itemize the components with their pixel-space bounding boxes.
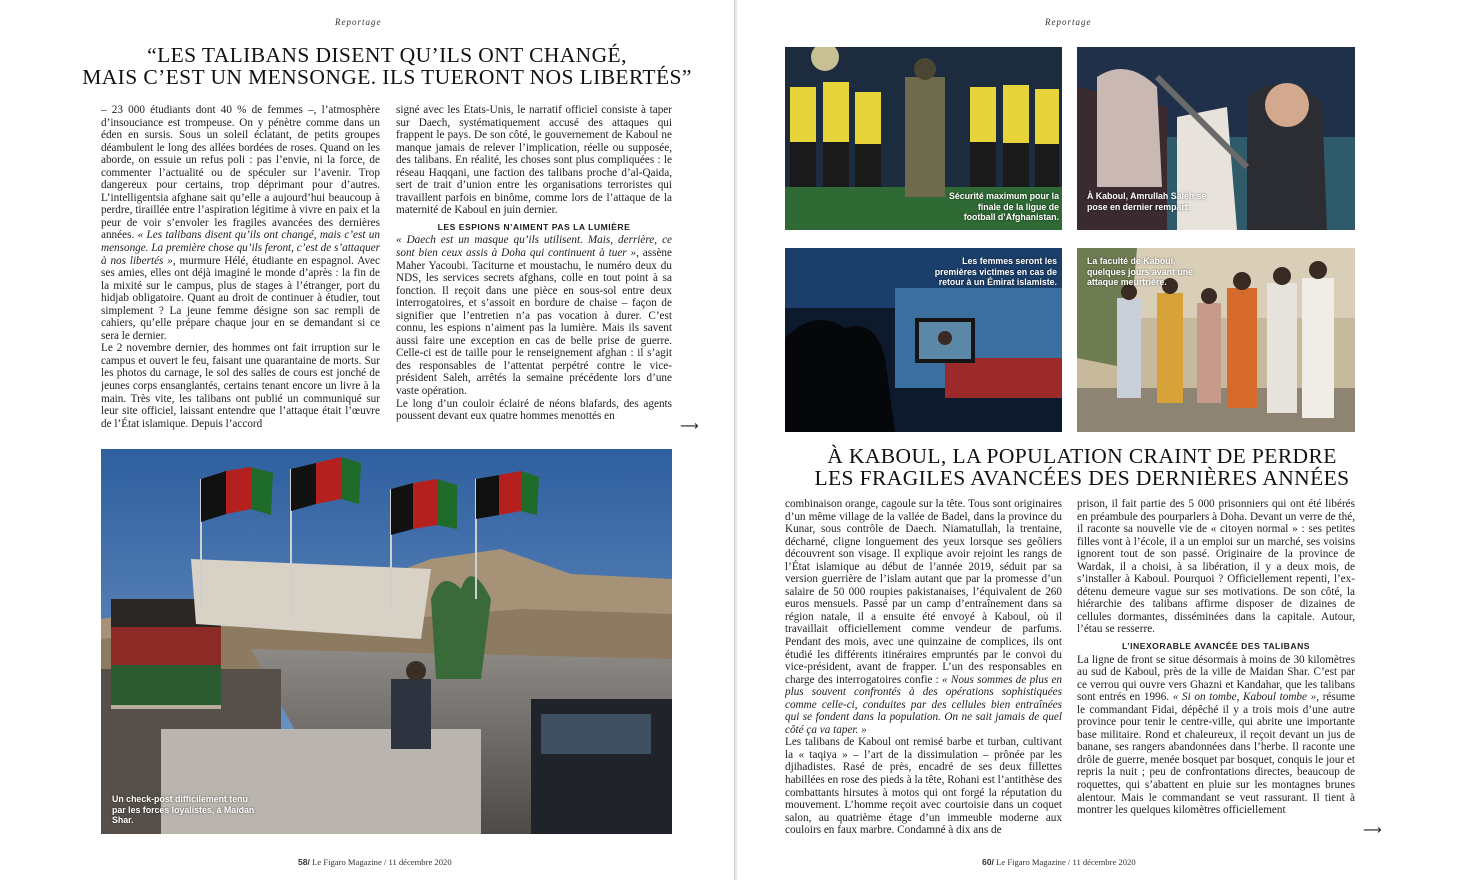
- headline-line: “LES TALIBANS DISENT QU’ILS ONT CHANGÉ,: [147, 43, 627, 67]
- subheading: [1077, 640, 1355, 653]
- continuation-arrow: ⟶: [1363, 823, 1382, 838]
- page-number: 60/: [982, 857, 994, 867]
- quote: « Les talibans disent qu’ils ont changé, mais c’est un mensonge. La première chose qu’ils feront, c’est de s’attaquer à nos libertés »: [101, 229, 380, 267]
- checkpoint-photo: [101, 449, 672, 834]
- football-security-photo: [785, 47, 1062, 230]
- saleh-photo: [1077, 47, 1355, 230]
- text: , résume le commandant Fidai, dépêché il y a trois mois d’une autre province pour tenir le centre-ville, qui abrite une importante base militaire. Rond et chaleureux, il reçoit devant un jus de banane, ses rangers abandonnées dans l’herbe. Il raconte une drôle de guerre, menée bosquet par bosquet, conquis le jour et repris la nuit ; peu de confrontations directes, beaucoup de roquettes, qui s’abattent en pluie sur les montagnes brunes alentour. Mais le commandant se veut rassurant. Il tient à montrer les quelques kilomètres officiellement: [1077, 691, 1355, 817]
- folio-text: Le Figaro Magazine / 11 décembre 2020: [309, 857, 452, 867]
- rubric: Reportage: [335, 17, 382, 27]
- quote: « Nous sommes de plus en plus souvent confrontés à des opérations sophistiquées comme celle-ci, conduites par des cellules bien entraînées qui se fondent dans la population. On ne sait jamais de quel côté ça va taper. »: [785, 673, 1062, 736]
- rubric: Reportage: [1045, 17, 1092, 27]
- page-number: 58/: [298, 857, 310, 867]
- paragraph: [785, 498, 1062, 736]
- paragraph: signé avec les États-Unis, le narratif officiel consiste à taper sur Daech, systématiquement accusé des attaques qui frappent le pays. De son côté, le gouvernement de Kaboul ne manque jamais de relever l’implication, réelle ou supposée, des talibans. En réalité, les choses sont plus compliquées : le réseau Haqqani, une faction des talibans proche d’al-Qaida, sert de trait d’union entre les organisations terroristes qui travaillent parfois en binôme, comme lors de l’attaque de la maternité de Kaboul en juin dernier.: [396, 104, 672, 217]
- headline-line: LES FRAGILES AVANCÉES DES DERNIÈRES ANNÉES: [814, 466, 1350, 490]
- text: , assène Maher Yacoubi. Taciturne et moustachu, le numéro deux du NDS, les services secrets afghans, colle en tout point à sa fonction. Il reçoit dans une pièce en sous-sol entre deux interrogatoires, et s’assoit en bordure de chaise – façon de signifier que l’entretien n’a pas vocation à durer. C’est connu, les espions n’aiment pas la lumière. Mais ils savent aussi faire une exception en cas de belle prise de guerre. Celle-ci est de taille pour le renseignement afghan : il s’agit des responsables de l’attentat perpétré contre le vice-président Saleh, arrêtés la semaine précédente lors d’une vaste opération.: [396, 247, 672, 398]
- paragraph: Le long d’un couloir éclairé de néons blafards, des agents poussent devant eux quatre hommes menottés en: [396, 397, 672, 423]
- headline-line: MAIS C’EST UN MENSONGE. ILS TUERONT NOS LIBERTÉS”: [82, 65, 692, 89]
- text: – 23 000 étudiants dont 40 % de femmes –, l’atmosphère d’insouciance est trompeuse. On y pénètre comme dans un éden en sursis. Sous un soleil éclatant, de petits groupes déambulent le long des allées bordées de roses. Quand on les aborde, on essuie un refus poli : pas l’envie, ni la force, de commenter l’actualité ou de spéculer sur l’avenir. Trop dangereux pour certains, trop déprimant pour d’autres. L’intelligentsia afghane sait qu’elle a aujourd’hui beaucoup à perdre, tiraillée entre l’aspiration légitime à vivre en paix et la peur de voir s’envoler les fragiles avancées des dernières années.: [101, 104, 380, 242]
- photo-caption: Les femmes seront les premières victimes en cas de retour à un Émirat islamiste.: [934, 256, 1057, 287]
- paragraph: [396, 234, 672, 397]
- text: , murmure Hélé, étudiante en espagnol. Avec ses amies, elles ont déjà imaginé le monde d’après : la fin de la mixité sur le campus, plus de stages à l’étranger, port du hidjab obligatoire. Quant au droit de continuer à étudier, tout simplement ? La jeune femme désigne son sac rempli de cahiers, qu’elle prépare chaque jour en se demandant si ce sera le dernier.: [101, 254, 380, 342]
- photo-caption: Sécurité maximum pour la finale de la ligue de football d’Afghanistan.: [949, 191, 1059, 222]
- photo-caption: La faculté de Kaboul, quelques jours avant une attaque meurtrière.: [1087, 256, 1194, 287]
- right-headline: [777, 445, 1387, 489]
- paragraph: Le 2 novembre dernier, des hommes ont fait irruption sur le campus et ouvert le feu, faisant une quarantaine de morts. Sur les photos du carnage, le sol des salles de cours est jonché de jeunes corps ensanglantés, certains tenant encore un livre à la main. Très vite, les talibans ont publié un communiqué sur leur site officiel, laissant entendre que l’attaque était l’œuvre de l’État islamique. Depuis l’accord: [101, 342, 380, 430]
- folio-text: Le Figaro Magazine / 11 décembre 2020: [993, 857, 1136, 867]
- subheading: [396, 221, 672, 234]
- left-column-1: [101, 104, 380, 434]
- left-page: [0, 0, 734, 880]
- subheading-text: L’INEXORABLE AVANCÉE DES TALIBANS: [1121, 641, 1311, 652]
- right-page: [737, 0, 1470, 880]
- folio: [298, 857, 452, 867]
- subheading-text: LES ESPIONS N’AIMENT PAS LA LUMIÈRE: [437, 221, 631, 232]
- text: La ligne de front se situe désormais à moins de 30 kilomètres au sud de Kaboul, près de la ville de Maidan Shar. C’est par ce verrou qui ouvre vers Ghazni et Kandahar, que les talibans sont entrés en 1996.: [1077, 653, 1355, 704]
- paragraph: prison, il fait partie des 5 000 prisonniers qui ont été libérés en préambule des pourparlers à Doha. Devant un verre de thé, il raconte sa nouvelle vie de « citoyen normal » : ses petites filles vont à l’école, il a un emploi sur un marché, ses voisins ignorent tout de son passé. Originaire de la province de Wardak, il a choisi, à sa libération, il y a deux mois, de s’installer à Kaboul. Pourquoi ? Officiellement repenti, l’ex-détenu demeure vague sur ses motivations. De son côté, la hiérarchie des talibans affirme disposer de dizaines de cellules dormantes, disséminées dans la capitale. Autour, l’étau se resserre.: [1077, 498, 1355, 636]
- folio: [982, 857, 1136, 867]
- right-column-2: [1077, 498, 1355, 838]
- left-headline: [40, 44, 734, 88]
- tv-studio-photo: [785, 248, 1062, 432]
- text: combinaison orange, cagoule sur la tête. Tous sont originaires d’un même village de la vallée de Badel, dans la province du Kunar, sous contrôle de Daech. Niamatullah, la trentaine, décharné, cligne longuement des yeux lorsque ses geôliers découvrent son visage. Il explique avoir rejoint les rangs de l’État islamique au début de l’année 2019, séduit par sa version guerrière de l’islam autant que par la promesse d’un salaire de 50 000 roupies pakistanaises, l’équivalent de 260 euros mensuels. Passé par un camp d’entraînement dans sa région natale, il a ensuite été envoyé à Kaboul, où il travaillait officiellement comme vendeur de parfums. Pendant des mois, avec une quinzaine de complices, ils ont étudié les différents itinéraires empruntés par le convoi du vice-président, avant de frapper. L’un des responsables en charge des interrogatoires confie :: [785, 498, 1062, 686]
- checkpoint-photo-image: [101, 449, 672, 834]
- paragraph: [101, 104, 380, 342]
- quote: « Si on tombe, Kaboul tombe »: [1172, 691, 1317, 704]
- faculty-photo: [1077, 248, 1355, 432]
- right-column-1: [785, 498, 1062, 838]
- photo-caption: À Kaboul, Amrullah Saleh se pose en dernier rempart.: [1087, 191, 1207, 212]
- paragraph: [1077, 654, 1355, 817]
- quote: « Daech est un masque qu’ils utilisent. Mais, derrière, ce sont bien ceux assis à Doha qui continuent à tuer »: [396, 234, 672, 260]
- photo-caption: Un check-post difficilement tenu par les forces loyalistes, à Maidan Shar.: [112, 794, 255, 825]
- continuation-arrow: ⟶: [680, 419, 699, 434]
- left-column-2: [396, 104, 672, 434]
- headline-line: À KABOUL, LA POPULATION CRAINT DE PERDRE: [827, 444, 1337, 468]
- paragraph: Les talibans de Kaboul ont remisé barbe et turban, cultivant la « taqiya » – l’art de la dissimulation – prônée par les djihadistes. Rasé de près, encadré de ses deux fillettes habillées en rose des pieds à la tête, Rohani est l’antithèse des combattants hirsutes à motos qui ont forgé la réputation du mouvement. L’homme reçoit avec courtoisie dans un coquet salon, au quatrième étage d’un immeuble moderne aux couloirs en faux marbre. Condamné à dix ans de: [785, 736, 1062, 837]
